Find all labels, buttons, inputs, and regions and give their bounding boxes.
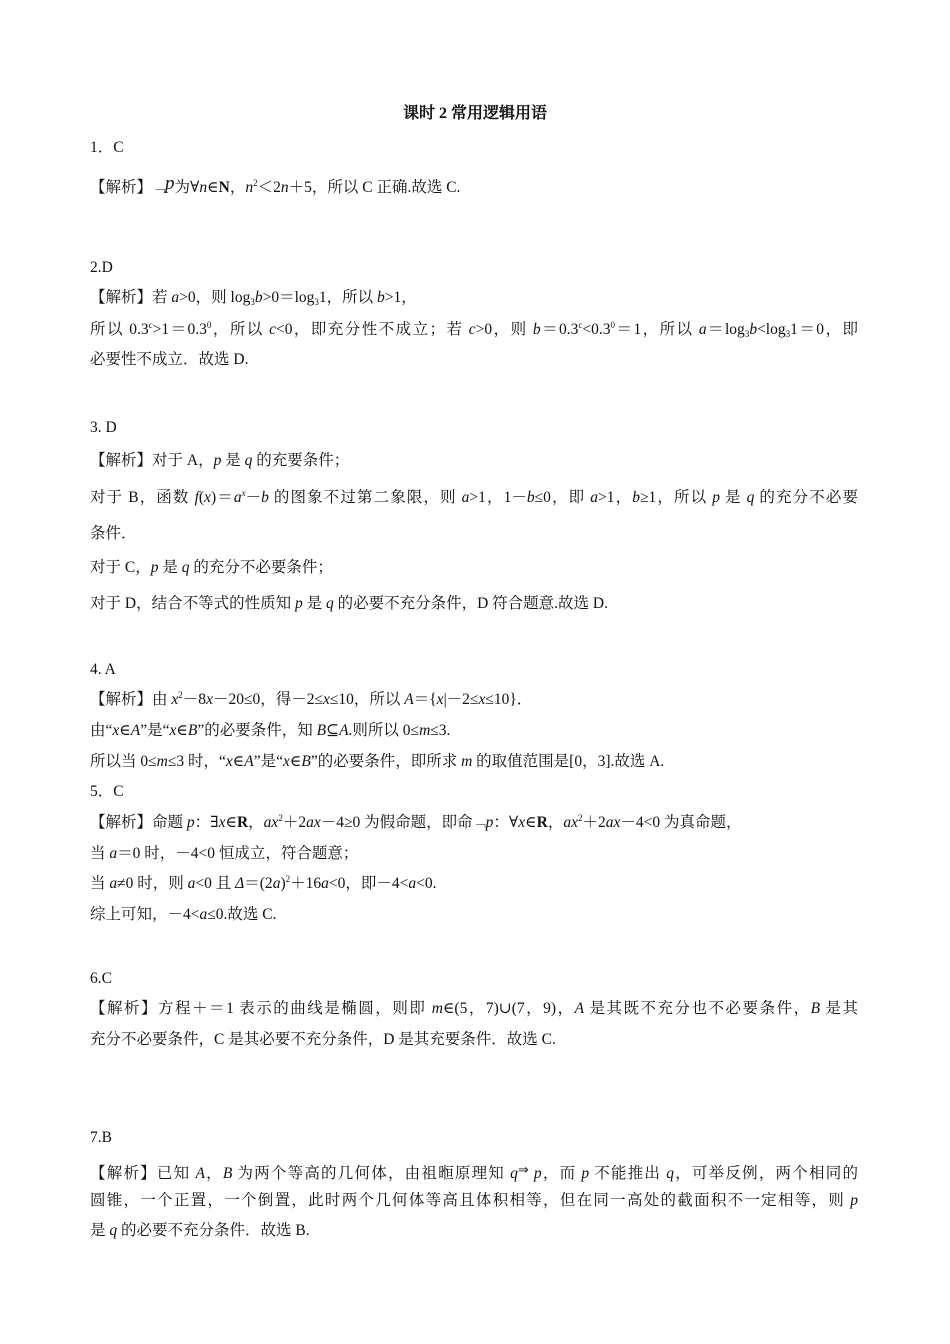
implies-arrow-icon: ⇒ — [517, 1163, 529, 1178]
answer-4: 4. A — [90, 661, 116, 678]
analysis-5-line-1: 【解析】命题 p：∃x∈R，$ax^2+2ax-4\ge 0$ 为假命题，即命﹁p：∀x∈R，$ax^2+2ax-4<0$ 为真命题， — [90, 813, 742, 831]
analysis-6-line-1: 【解析】方程＋＝1 表示的曲线是椭圆，则即 m∈(5，7)∪(7，9)，A 是其既不充分也不必要条件，B 是其 — [90, 1000, 858, 1017]
analysis-5-line-4: 综上可知，－4<a≤0.故选 C. — [90, 906, 277, 923]
analysis-6-line-2: 充分不必要条件，C 是其必要不充分条件，D 是其充要条件．故选 C. — [90, 1031, 556, 1048]
analysis-3-line-4: 对于 C，p 是 q 的充分不必要条件； — [90, 559, 333, 576]
answer-2: 2.D — [90, 259, 113, 276]
analysis-3-line-5: 对于 D，结合不等式的性质知 p 是 q 的必要不充分条件，D 符合题意.故选 D. — [90, 595, 608, 612]
analysis-4-line-1: 【解析】由 $x^2-8x-20\le 0$，得－2≤x≤10，所以 A＝{x|－2≤x≤10}． — [90, 690, 533, 708]
answer-3: 3. D — [90, 419, 117, 436]
answer-7: 7.B — [90, 1129, 112, 1146]
answer-5: 5．C — [90, 783, 124, 800]
analysis-7-line-3: 是 q 的必要不充分条件．故选 B. — [90, 1222, 310, 1239]
analysis-7-line-1: 【解析】已知 A，B 为两个等高的几何体，由祖暅原理知 q⇒ p，而 p 不能推出 q，可举反例，两个相同的 — [90, 1163, 858, 1182]
analysis-7-line-2: 圆锥，一个正置，一个倒置，此时两个几何体等高且体积相等，但在同一高处的截面积不一定相等，则 p — [90, 1192, 858, 1209]
answer-6: 6.C — [90, 970, 112, 987]
analysis-2-line-3: 必要性不成立．故选 D. — [90, 351, 249, 368]
negation-icon: ﹁ — [472, 816, 486, 831]
answer-1: 1．C — [90, 139, 124, 156]
analysis-5-line-2: 当 a＝0 时，－4<0 恒成立，符合题意； — [90, 845, 359, 862]
analysis-4-line-3: 所以当 0≤m≤3 时，“x∈A”是“x∈B”的必要条件，即所求 m 的取值范围是[0，3].故选 A. — [90, 753, 665, 770]
analysis-1-line-1: 【解析】﹁p为∀n∈N，$n^2<2n+5$，所以 C 正确.故选 C. — [90, 173, 461, 196]
analysis-2-line-1: 【解析】若 a>0，则 $\log_3b>0=\log_31$，所以 b>1， — [90, 289, 417, 307]
analysis-2-line-2: 所以 $0.3^c>1=0.3^0$，所以 c<0，即充分性不成立；若 c>0，则 $b=0.3^c<0.3^0=1$，所以 $a=\log_3b<\log_31=0$，即 — [90, 320, 858, 339]
analysis-3-line-2: 对于 B，函数 $f(x)=a^x-b$ 的图象不过第二象限，则 a>1，1－b≤0，即 a>1，b≥1，所以 p 是 q 的充分不必要 — [90, 488, 858, 506]
negation-icon: ﹁ — [152, 181, 166, 196]
analysis-5-line-3: 当 a≠0 时，则 a<0 且 $\Delta=(2a)^2+16a<0$，即－4<a<0. — [90, 874, 437, 892]
page-title: 课时 2 常用逻辑用语 — [402, 105, 547, 122]
analysis-3-line-3: 条件． — [90, 525, 137, 542]
analysis-3-line-1: 【解析】对于 A，p 是 q 的充要条件； — [90, 452, 350, 469]
analysis-4-line-2: 由“x∈A”是“x∈B”的必要条件，知 B⊆A.则所以 0≤m≤3. — [90, 722, 451, 739]
